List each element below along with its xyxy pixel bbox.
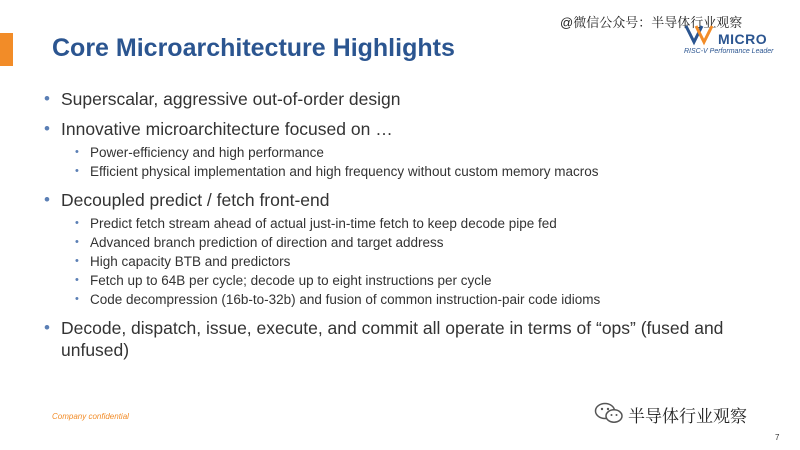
sub-bullet-text: Fetch up to 64B per cycle; decode up to eight instructions per cycle xyxy=(90,273,492,288)
sub-bullet-item xyxy=(44,271,784,290)
sub-bullet-dot: • xyxy=(75,274,79,286)
sub-bullet-list xyxy=(44,214,784,309)
sub-bullet-text: Code decompression (16b-to-32b) and fusion of common instruction-pair code idioms xyxy=(90,292,601,307)
company-logo xyxy=(684,22,794,62)
accent-bar xyxy=(0,33,13,66)
wechat-watermark xyxy=(594,400,784,426)
wechat-icon xyxy=(594,402,624,424)
sub-bullet-item xyxy=(44,252,784,271)
sub-bullet-item xyxy=(44,214,784,233)
sub-bullet-dot: • xyxy=(75,293,79,305)
watermark-top: @微信公众号：半导体行业观察 xyxy=(560,15,743,30)
bullet-item xyxy=(44,189,784,211)
logo-mark-icon xyxy=(684,22,718,48)
sub-bullet-dot: • xyxy=(75,165,79,177)
sub-bullet-text: Efficient physical implementation and high frequency without custom memory macros xyxy=(90,164,599,179)
sub-bullet-dot: • xyxy=(75,217,79,229)
sub-bullet-item xyxy=(44,233,784,252)
bullet-item xyxy=(44,118,784,140)
sub-bullet-dot: • xyxy=(75,255,79,267)
bullet-dot: • xyxy=(44,318,50,337)
bullet-dot: • xyxy=(44,190,50,209)
bullet-item xyxy=(44,317,784,361)
sub-bullet-dot: • xyxy=(75,146,79,158)
bullet-item xyxy=(44,88,784,110)
sub-bullet-item xyxy=(44,290,784,309)
wechat-account-name: 半导体行业观察 xyxy=(628,407,747,426)
sub-bullet-text: Advanced branch prediction of direction and target address xyxy=(90,235,444,250)
logo-tagline: RISC-V Performance Leader xyxy=(684,48,774,55)
sub-bullet-dot: • xyxy=(75,236,79,248)
bullet-text: Decoupled predict / fetch front-end xyxy=(61,190,330,210)
bullet-dot: • xyxy=(44,119,50,138)
bullet-text: Decode, dispatch, issue, execute, and commit all operate in terms of “ops” (fused and unfused) xyxy=(61,318,724,360)
slide-title: Core Microarchitecture Highlights xyxy=(52,34,455,62)
bullet-text: Innovative microarchitecture focused on … xyxy=(61,119,393,139)
bullet-text: Superscalar, aggressive out-of-order design xyxy=(61,89,401,109)
sub-bullet-item xyxy=(44,162,784,181)
sub-bullet-text: High capacity BTB and predictors xyxy=(90,254,291,269)
page-number: 7 xyxy=(775,433,780,442)
confidential-note: Company confidential xyxy=(52,412,129,421)
sub-bullet-text: Predict fetch stream ahead of actual just-in-time fetch to keep decode pipe fed xyxy=(90,216,557,231)
sub-bullet-list xyxy=(44,143,784,181)
sub-bullet-text: Power-efficiency and high performance xyxy=(90,145,324,160)
bullet-dot: • xyxy=(44,89,50,108)
logo-word: MICRO xyxy=(718,31,768,47)
sub-bullet-item xyxy=(44,143,784,162)
bullet-list xyxy=(44,88,784,364)
